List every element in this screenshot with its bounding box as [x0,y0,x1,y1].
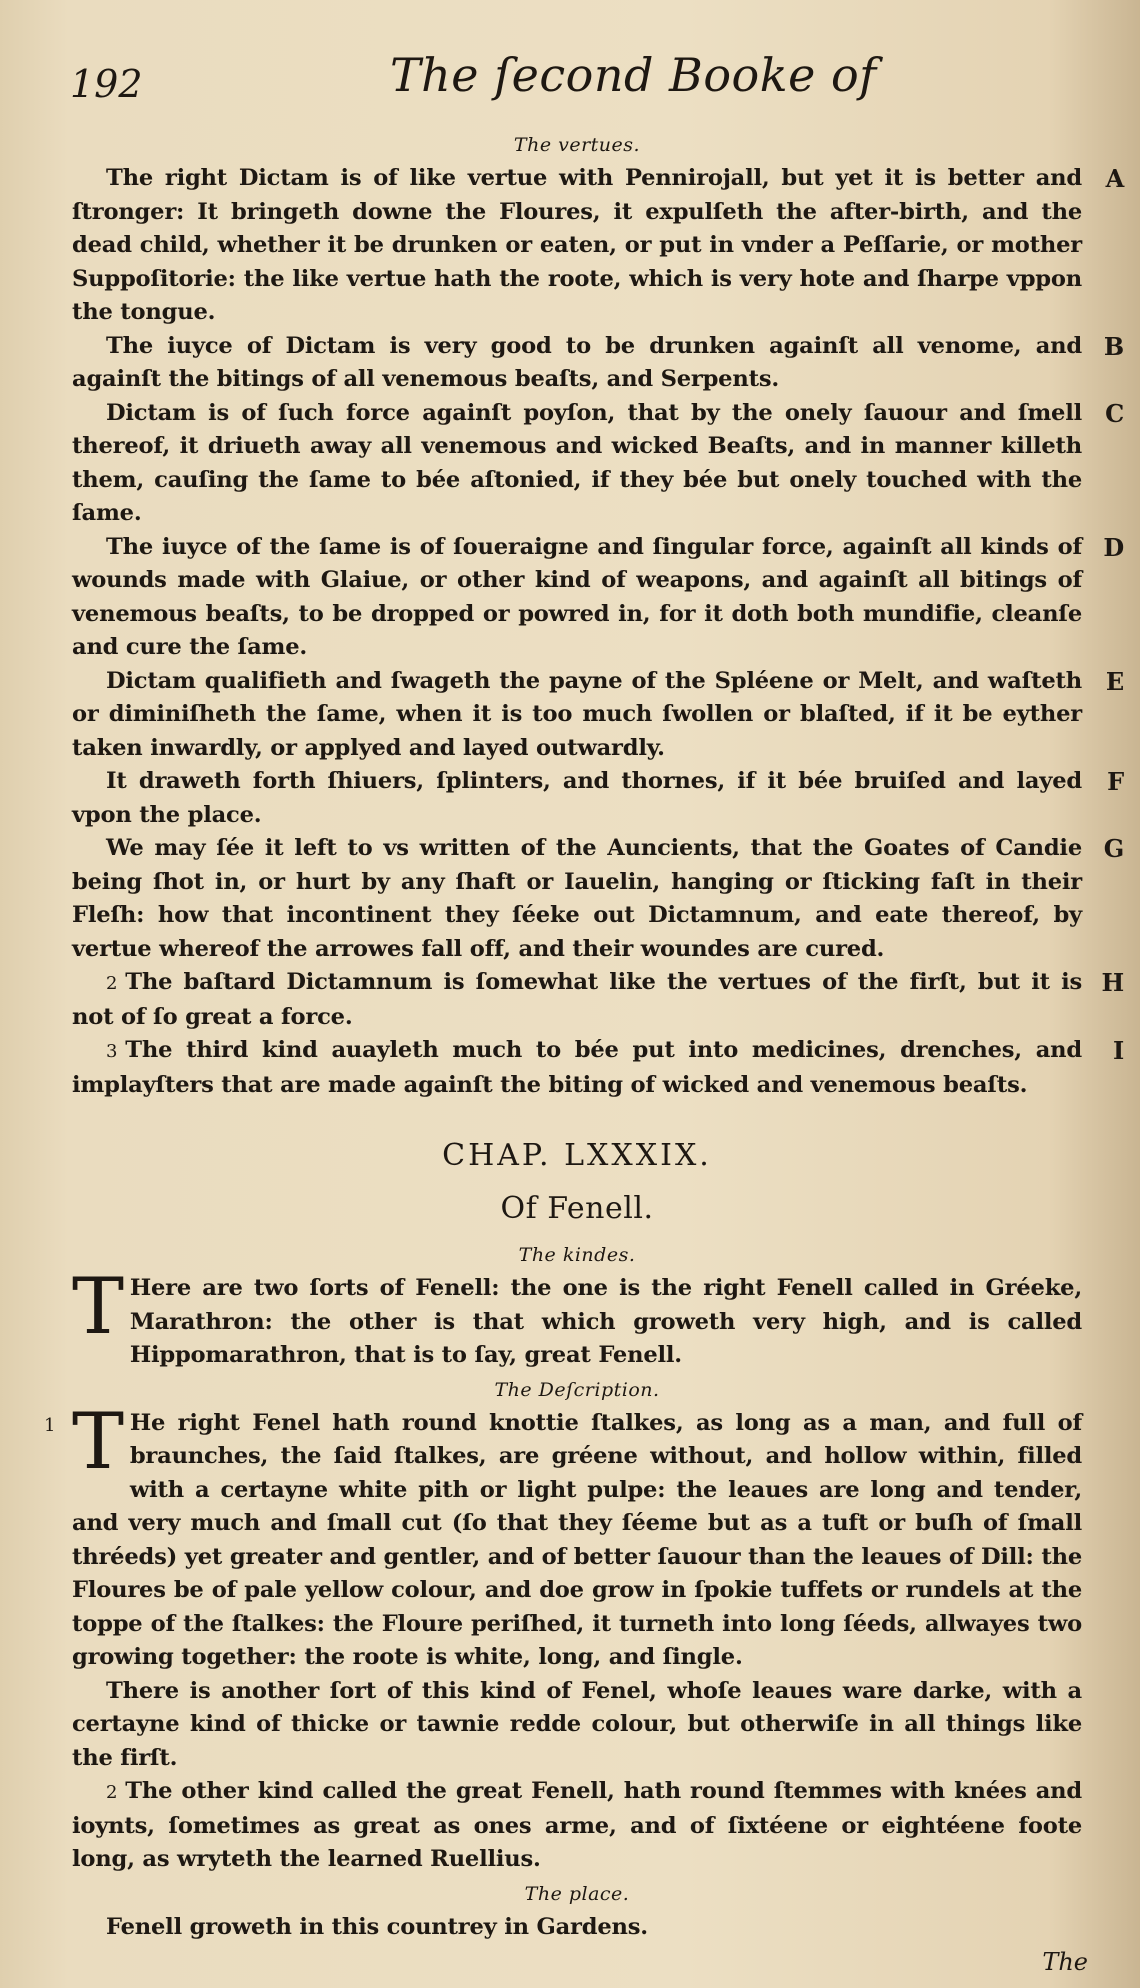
drop-cap: T [72,1262,124,1352]
catch-word: The [1042,1948,1088,1976]
paragraph-text: The third kind auayleth much to bée put into medicines, drenches, and implayſters that are made againſt the biting of wicked and venemous beaſts. [72,1037,1082,1098]
paragraph-text: We may ſée it left to vs written of the Auncients, that the Goates of Candie being ſhot in, or hurt by any ſhaft or Iauelin, hanging or ſticking faſt in their Fleſh: how that incontinent they ſéeke out Dictamnum, and eate thereof, by vertue whereof the arrowes fall off, and their woundes are cured. [72,835,1082,962]
vertue-paragraph [72,531,1124,665]
paragraph-text: He right Fenel hath round knottie ſtalkes, as long as a man, and full of braunches, the ſaid ſtalkes, are gréene without, and hollow within, filled with a certayne white pith or light pulpe: the leaues are long and tender, and very much and ſmall cut (ſo that they ſéeme but as a tuft or buſh of ſmall thréeds) yet greater and gentler, and of better ſauour than the leaues of Dill: the Floures be of pale yellow colour, and doe grow in ſpokie tuffets or rundels at the toppe of the ſtalkes: the Floure periſhed, it turneth into long ſéeds, allwayes two growing together: the roote is white, long, and ſingle. [72,1409,1082,1670]
item-number: 3 [106,1041,118,1062]
vertue-paragraph [72,966,1124,1034]
description-paragraph [72,1675,1082,1776]
page-number: 192 [70,62,143,106]
vertue-paragraph [72,162,1124,330]
margin-letter: H [1101,968,1124,997]
margin-letter: I [1112,1036,1124,1065]
paragraph-text: Dictam qualifieth and ſwageth the payne of the Spléene or Melt, and waſteth or diminiſheth the ſame, when it is too much ſwollen or blaſted, if it be eyther taken inwardly, or applyed and layed outwardly. [72,667,1082,761]
item-number: 2 [106,1782,118,1803]
vertue-paragraph [72,765,1124,832]
text-block [44,128,1124,1944]
paragraph-text: Here are two ſorts of Fenell: the one is the right Fenell called in Gréeke, Marathron: the other is that which groweth very high, and is called Hippomarathron, that is to ſay, great Fenell. [129,1275,1082,1368]
drop-cap: T [72,1396,124,1487]
description-paragraph [72,1775,1082,1877]
margin-letter: G [1103,834,1124,863]
place-paragraph [72,1911,1082,1945]
chapter-title: CHAP. LXXXIX. [442,1138,712,1173]
description-heading: The Deſcription. [494,1378,660,1401]
paragraph-text: The iuyce of the ſame is of ſoueraigne and ſingular force, againſt all kinds of wounds made with Glaiue, or other kind of weapons, and againſt all bitings of venemous beaſts, to be dropped or powred in, for it doth both mundifie, cleanſe and cure the ſame. [72,533,1082,660]
margin-letter: A [1105,164,1124,193]
running-title: The ſecond Booke of [390,48,877,102]
item-number: 2 [106,973,118,994]
paragraph-text: The iuyce of Dictam is very good to be drunken againſt all venome, and againſt the bitings of all venemous beaſts, and Serpents. [72,332,1082,392]
chapter-subject: Of Fenell. [500,1191,654,1226]
description-paragraph [44,1396,1082,1675]
paragraph-text: There is another ſort of this kind of Fenel, whoſe leaues ware darke, with a certayne kind of thicke or tawnie redde colour, but otherwiſe in all things like the firſt. [72,1677,1082,1771]
margin-letter: C [1105,398,1124,428]
page-header [70,40,1080,120]
paragraph-text: Fenell groweth in this countrey in Gardens. [106,1913,648,1940]
paragraph-text: The right Dictam is of like vertue with Pennirojall, but yet it is better and ſtronger: It bringeth downe the Floures, it expulſeth the after-birth, and the dead child, whether it be drunken or eaten, or put in vnder a Peſſarie, or mother Suppoſitorie: the like vertue hath the roote, which is very hote and ſharpe vppon the tongue. [72,165,1082,325]
vertue-paragraph [72,1034,1124,1102]
vertue-paragraph [72,665,1124,766]
margin-letter: B [1103,331,1124,361]
vertue-paragraph [72,397,1124,531]
margin-letter: E [1105,666,1124,696]
vertue-paragraph [72,832,1124,966]
margin-letter: F [1107,767,1124,796]
margin-letter: D [1103,532,1124,562]
vertues-heading: The vertues. [513,134,641,156]
item-number: 1 [44,1414,56,1436]
paragraph-text: Dictam is of ſuch force againſt poyſon, that by the onely ſauour and ſmell thereof, it driueth away all venemous and wicked Beaſts, and in manner killeth them, cauſing the ſame to bée aſtonied, if they bée but onely touched with the ſame. [72,399,1082,526]
kindes-heading: The kindes. [518,1244,636,1266]
paragraph-text: The baſtard Dictamnum is ſomewhat like the vertues of the firſt, but it is not of ſo great a force. [72,969,1082,1030]
paragraph-text: It draweth forth ſhiuers, ſplinters, and thornes, if it bée bruiſed and layed vpon the place. [72,768,1082,828]
paragraph-text: The other kind called the great Fenell, hath round ſtemmes with knées and ioynts, ſometimes as great as ones arme, and of ſixtéene or eightéene foote long, as wryteth the learned Ruellius. [72,1778,1082,1872]
vertue-paragraph [72,330,1124,397]
kindes-paragraph [72,1262,1082,1373]
place-heading: The place. [524,1882,630,1905]
